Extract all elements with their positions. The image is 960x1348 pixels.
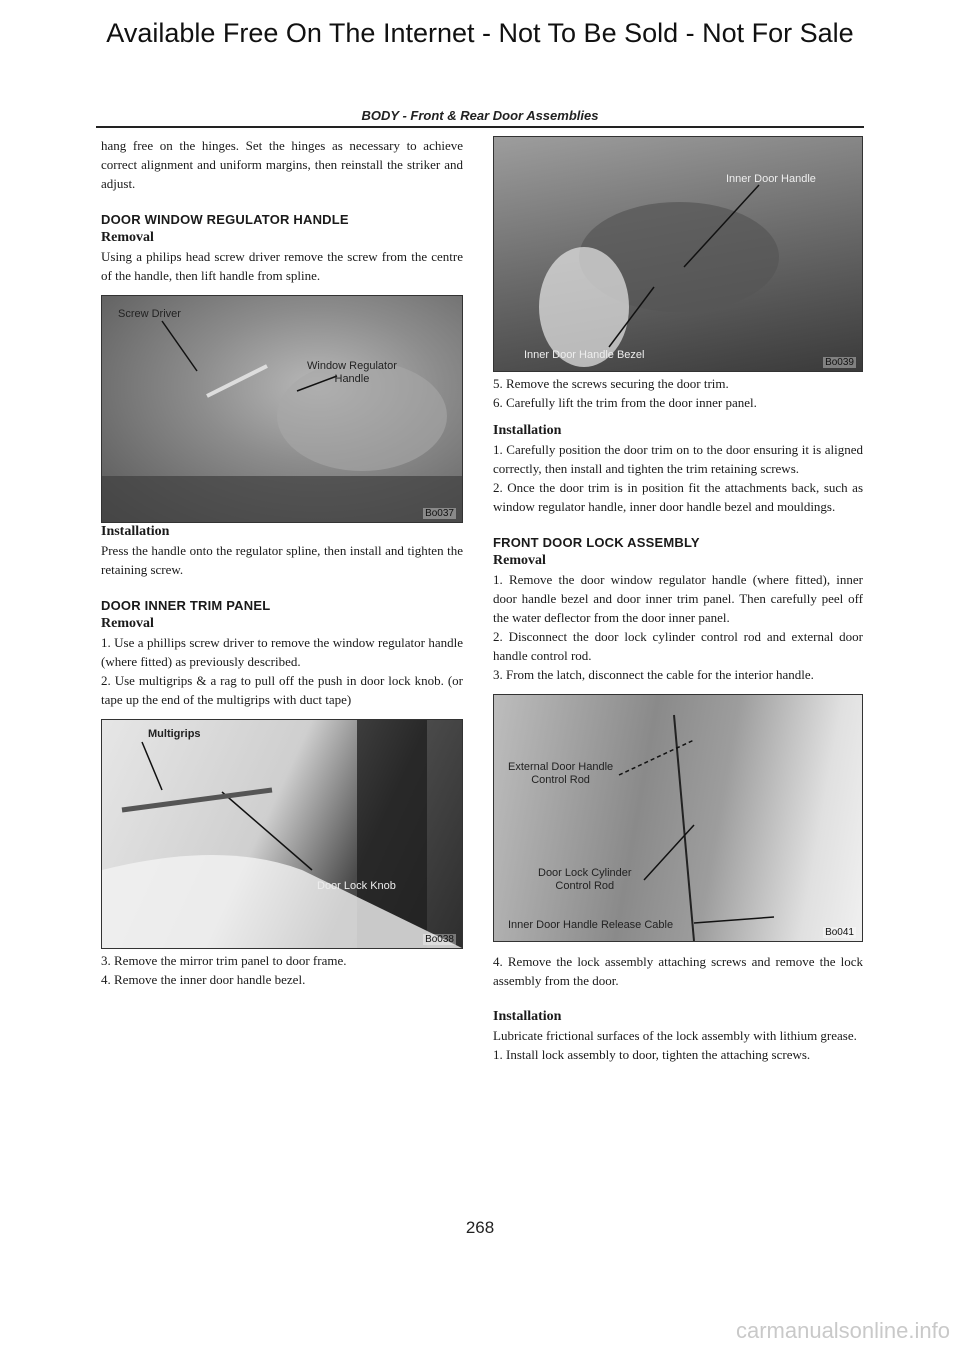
- figure-bo038-arrows: [102, 720, 462, 948]
- label-door-lock-knob: Door Lock Knob: [317, 880, 396, 892]
- section-title-lock-assembly: FRONT DOOR LOCK ASSEMBLY: [493, 535, 700, 550]
- trim-step-5: 5. Remove the screws securing the door trim.: [493, 376, 729, 391]
- figure-bo039: [493, 136, 863, 372]
- lock-install-text: Lubricate frictional surfaces of the lock assembly with lithium grease.: [493, 1028, 857, 1043]
- figure-bo038: [101, 719, 463, 949]
- figure-bo041-arrows: [494, 695, 862, 941]
- trim-step-3: 3. Remove the mirror trim panel to door frame.: [101, 953, 347, 968]
- page-number: 268: [465, 1218, 495, 1237]
- installation-heading: Installation: [493, 1009, 562, 1024]
- figure-code: Bo038: [425, 934, 454, 945]
- label-door-lock-cylinder-control-rod: Door Lock Cylinder Control Rod: [538, 867, 632, 892]
- figure-code: Bo037: [425, 508, 454, 519]
- figure-code: Bo041: [825, 927, 854, 938]
- lock-step-3: 3. From the latch, disconnect the cable for the interior handle.: [493, 667, 814, 682]
- trim-step-1: 1. Use a phillips screw driver to remove the window regulator handle (where fitted) as previously described.: [101, 635, 463, 669]
- removal-heading: Removal: [493, 553, 546, 568]
- lock-step-1: 1. Remove the door window regulator handle (where fitted), inner door handle bezel and door inner trim panel. Then carefully peel off the water deflector from the door inner panel.: [493, 572, 863, 625]
- intro-paragraph: hang free on the hinges. Set the hinges as necessary to achieve correct alignment and uniform margins, then reinstall the striker and adjust.: [101, 138, 463, 191]
- regulator-install-text: Press the handle onto the regulator spline, then install and tighten the retaining screw.: [101, 543, 463, 577]
- installation-heading: Installation: [493, 423, 562, 438]
- right-column: [493, 136, 863, 1064]
- installation-heading: Installation: [101, 524, 170, 539]
- running-header: BODY - Front & Rear Door Assemblies: [361, 108, 599, 123]
- label-inner-door-handle: Inner Door Handle: [726, 173, 816, 185]
- label-external-door-handle-control-rod: External Door Handle Control Rod: [508, 761, 614, 786]
- label-multigrips: Multigrips: [148, 728, 201, 740]
- figure-bo037: [101, 295, 463, 523]
- section-title-inner-trim: DOOR INNER TRIM PANEL: [101, 598, 271, 613]
- label-screw-driver: Screw Driver: [118, 308, 181, 320]
- figure-bo041: [493, 694, 863, 942]
- label-inner-door-handle-release-cable: Inner Door Handle Release Cable: [508, 919, 674, 931]
- header-rule: [96, 126, 864, 128]
- removal-heading: Removal: [101, 230, 154, 245]
- lock-step-4: 4. Remove the lock assembly attaching screws and remove the lock assembly from the door.: [493, 954, 863, 988]
- trim-step-6: 6. Carefully lift the trim from the door inner panel.: [493, 395, 757, 410]
- figure-code: Bo039: [825, 357, 854, 368]
- label-window-regulator-handle: Window Regulator Handle: [307, 360, 397, 385]
- regulator-removal-text: Using a philips head screw driver remove the screw from the centre of the handle, then lift handle from spline.: [101, 249, 463, 283]
- figure-bo037-arrows: [102, 296, 462, 522]
- lock-install-1: 1. Install lock assembly to door, tighten the attaching screws.: [493, 1047, 811, 1062]
- label-inner-door-handle-bezel: Inner Door Handle Bezel: [524, 349, 645, 361]
- trim-install-2: 2. Once the door trim is in position fit the attachments back, such as window regulator handle, inner door handle bezel and mouldings.: [493, 480, 863, 514]
- section-title-regulator-handle: DOOR WINDOW REGULATOR HANDLE: [101, 212, 349, 227]
- lock-step-2: 2. Disconnect the door lock cylinder control rod and external door handle control rod.: [493, 629, 863, 663]
- watermark: carmanualsonline.info: [735, 1318, 950, 1343]
- banner-text: Available Free On The Internet - Not To Be Sold - Not For Sale: [106, 18, 854, 48]
- trim-step-4: 4. Remove the inner door handle bezel.: [101, 972, 306, 987]
- trim-install-1: 1. Carefully position the door trim on to the door ensuring it is aligned correctly, then install and tighten the trim retaining screws.: [493, 442, 863, 476]
- trim-step-2: 2. Use multigrips & a rag to pull off the push in door lock knob. (or tape up the end of the multigrips with duct tape): [101, 673, 463, 707]
- left-column: [101, 136, 463, 989]
- removal-heading: Removal: [101, 616, 154, 631]
